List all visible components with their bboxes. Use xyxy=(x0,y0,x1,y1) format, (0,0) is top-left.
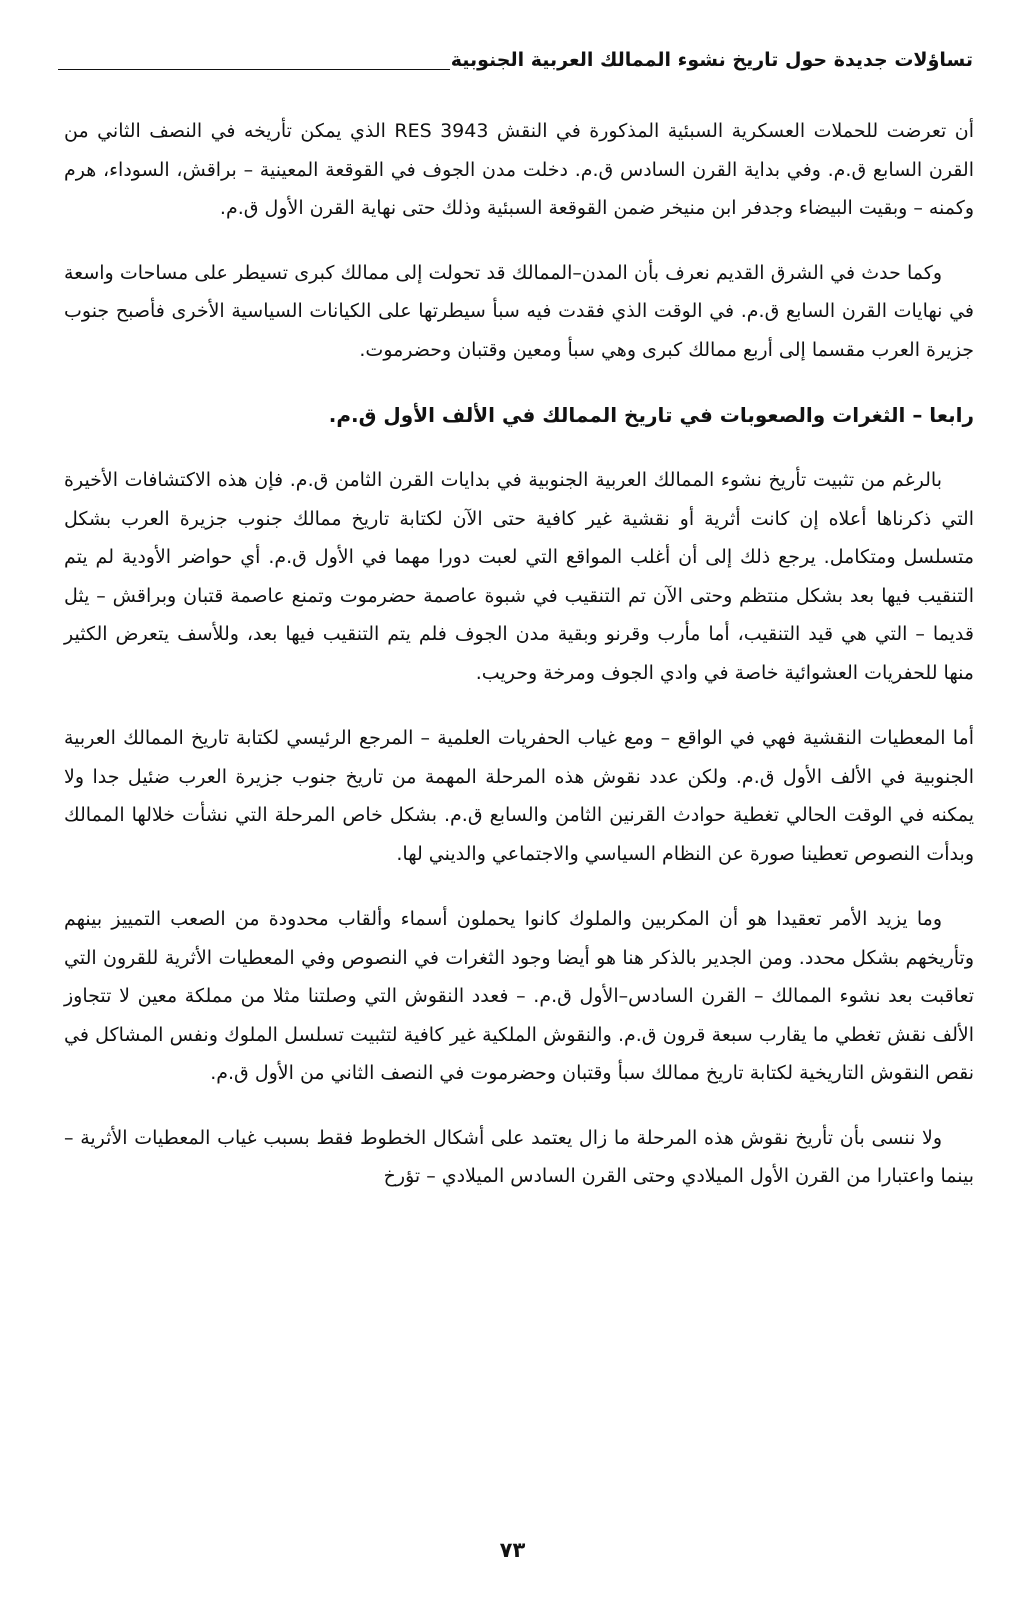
running-header xyxy=(58,47,973,87)
paragraph-6: ولا ننسى بأن تأريخ نقوش هذه المرحلة ما زال يعتمد على أشكال الخطوط فقط بسبب غياب المعطيات الأثرية – بينما واعتبارا من القرن الأول الميلادي وحتى القرن السادس الميلادي – تؤرخ xyxy=(64,1126,974,1187)
running-title: تساؤلات جديدة حول تاريخ نشوء الممالك العربية الجنوبية xyxy=(450,49,973,71)
paragraph-2: وكما حدث في الشرق القديم نعرف بأن المدن–الممالك قد تحولت إلى ممالك كبرى تسيطر على مساحات واسعة في نهايات القرن السابع ق.م. في الوقت الذي فقدت فيه سبأ سيطرتها على الكيانات السياسية الأخرى فأصبح جنوب جزيرة العرب مقسما إلى أربع ممالك كبرى وهي سبأ ومعين وقتبان وحضرموت. xyxy=(64,261,974,361)
header-rule xyxy=(58,69,450,70)
paragraph-3: بالرغم من تثبيت تأريخ نشوء الممالك العربية الجنوبية في بدايات القرن الثامن ق.م. فإن هذه الاكتشافات الأخيرة التي ذكرناها أعلاه إن كانت أثرية أو نقشية غير كافية حتى الآن لكتابة تاريخ ممالك جنوب جزيرة العرب بشكل متسلسل ومتكامل. يرجع ذلك إلى أن أغلب المواقع التي لعبت دورا مهما في الأول ق.م. أي حواضر الأودية لم يتم التنقيب فيها بعد بشكل منتظم وحتى الآن تم التنقيب في شبوة عاصمة حضرموت وتمنع عاصمة قتبان وبراقش – يثل قديما – التي هي قيد التنقيب، أما مأرب وقرنو وبقية مدن الجوف فلم يتم التنقيب فيها بعد، وللأسف يتعرض الكثير منها للحفريات العشوائية خاصة في وادي الجوف ومرخة وحريب. xyxy=(64,469,974,684)
section-heading: رابعا – الثغرات والصعوبات في تاريخ الممالك في الألف الأول ق.م. xyxy=(328,403,974,427)
page-number: ٧٣ xyxy=(499,1538,526,1562)
paragraph-4: أما المعطيات النقشية فهي في الواقع – ومع غياب الحفريات العلمية – المرجع الرئيسي لكتابة تاريخ الممالك العربية الجنوبية في الألف الأول ق.م. ولكن عدد نقوش هذه المرحلة المهمة من تاريخ جنوب جزيرة العرب ضئيل جدا ولا يمكنه في الوقت الحالي تغطية حوادث القرنين الثامن والسابع ق.م. بشكل خاص المرحلة التي نشأت خلالها الممالك وبدأت النصوص تعطينا صورة عن النظام السياسي والاجتماعي والديني لها. xyxy=(64,727,974,865)
paragraph-5: وما يزيد الأمر تعقيدا هو أن المكربين والملوك كانوا يحملون أسماء وألقاب محدودة من الصعب التمييز بينهم وتأريخهم بشكل محدد. ومن الجدير بالذكر هنا هو أيضا وجود الثغرات في النصوص وفي المعطيات الأثرية للقرون التي تعاقبت بعد نشوء الممالك – القرن السادس–الأول ق.م. – فعدد النقوش التي وصلتنا مثلا من مملكة معين لا تتجاوز الألف نقش تغطي ما يقارب سبعة قرون ق.م. والنقوش الملكية غير كافية لتثبيت تسلسل الملوك ونفس المشاكل في نقص النقوش التاريخية لكتابة تاريخ ممالك سبأ وقتبان وحضرموت في النصف الثاني من الأول ق.م. xyxy=(64,908,974,1084)
paragraph-1: أن تعرضت للحملات العسكرية السبئية المذكورة في النقش RES 3943 الذي يمكن تأريخه في النصف الثاني من القرن السابع ق.م. وفي بداية القرن السادس ق.م. دخلت مدن الجوف في القوقعة المعينية – براقش، السوداء، هرم وكمنه – وبقيت البيضاء وجدفر ابن منيخر ضمن القوقعة السبئية وذلك حتى نهاية القرن الأول ق.م. xyxy=(64,120,974,219)
body-text xyxy=(64,112,974,1196)
